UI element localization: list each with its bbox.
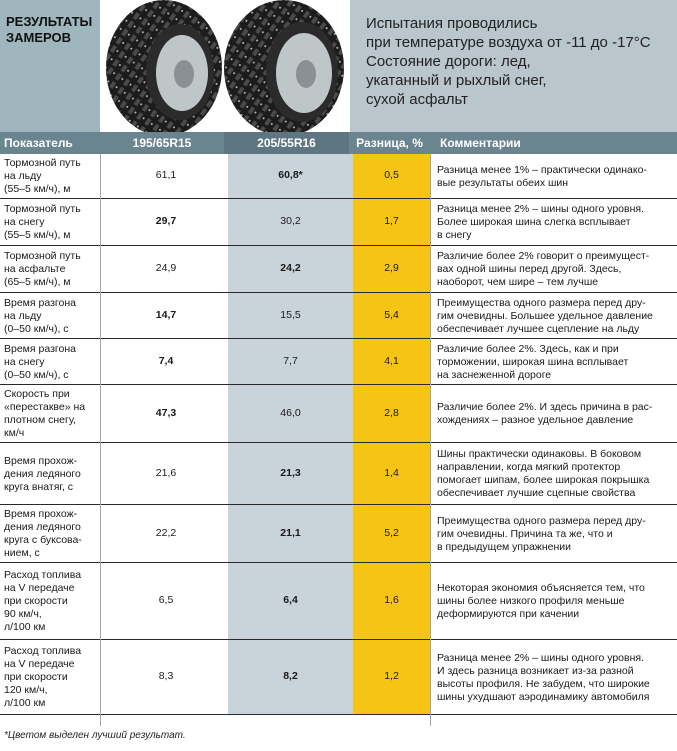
value-diff: 5,4 <box>353 292 430 338</box>
value-diff: 1,4 <box>353 442 430 504</box>
column-divider <box>430 154 431 726</box>
value-tire-b: 46,0 <box>228 384 353 442</box>
value-tire-a: 14,7 <box>104 292 228 338</box>
value-tire-b: 21,3 <box>228 442 353 504</box>
column-header-tire-b: 205/55R16 <box>224 132 349 154</box>
column-header-comments: Комментарии <box>430 132 677 154</box>
table-row <box>0 292 677 338</box>
table-row <box>0 384 677 442</box>
value-diff: 2,9 <box>353 245 430 292</box>
column-header-indicator: Показатель <box>0 132 100 154</box>
footnote: *Цветом выделен лучший результат. <box>4 730 186 741</box>
row-comment: Некоторая экономия объясняется тем, что шины более низкого профиля меньше деформируются при качении <box>434 562 677 639</box>
header-title-panel <box>0 0 100 132</box>
tire-images <box>100 0 350 132</box>
value-tire-a: 7,4 <box>104 338 228 384</box>
value-tire-a: 21,6 <box>104 442 228 504</box>
test-conditions: Испытания проводились при температуре воздуха от -11 до -17°С Состояние дороги: лед, укатанный и рыхлый снег, сухой асфальт <box>366 15 651 108</box>
value-diff: 1,6 <box>353 562 430 639</box>
table-row <box>0 639 677 714</box>
table-row <box>0 562 677 639</box>
value-tire-a: 24,9 <box>104 245 228 292</box>
row-indicator: Тормозной путь на снегу (55–5 км/ч), м <box>0 198 104 245</box>
value-tire-a: 29,7 <box>104 198 228 245</box>
table-row <box>0 338 677 384</box>
value-tire-b: 8,2 <box>228 639 353 714</box>
value-diff: 1,7 <box>353 198 430 245</box>
value-diff: 2,8 <box>353 384 430 442</box>
column-header-tire-a: 195/65R15 <box>100 132 224 154</box>
column-header-diff: Разница, % <box>349 132 430 154</box>
row-indicator: Время разгона на льду (0–50 км/ч), с <box>0 292 104 338</box>
table-row <box>0 504 677 562</box>
results-table-body <box>0 154 677 714</box>
row-indicator: Время разгона на снегу (0–50 км/ч), с <box>0 338 104 384</box>
value-tire-b: 30,2 <box>228 198 353 245</box>
row-comment: Разница менее 2% – шины одного уровня. И здесь разница возникает из-за разной высоты профиля. Не забудем, что широкие шины ухудшают аэродинамику автомобиля <box>434 639 677 714</box>
row-comment: Преимущества одного размера перед дру- гим очевидны. Причина та же, что и в предыдущем упражнении <box>434 504 677 562</box>
header <box>0 0 677 132</box>
table-row <box>0 154 677 198</box>
column-divider <box>100 154 101 726</box>
results-table <box>0 154 677 715</box>
value-diff: 1,2 <box>353 639 430 714</box>
value-tire-b: 15,5 <box>228 292 353 338</box>
value-diff: 0,5 <box>353 154 430 198</box>
value-diff: 4,1 <box>353 338 430 384</box>
table-row <box>0 245 677 292</box>
row-comment: Разница менее 1% – практически одинако- вые результаты обеих шин <box>434 154 677 198</box>
row-comment: Преимущества одного размера перед дру- гим очевидны. Большее удельное давление обеспечивает лучшее сцепление на льду <box>434 292 677 338</box>
table-row <box>0 198 677 245</box>
value-tire-b: 24,2 <box>228 245 353 292</box>
value-tire-b: 6,4 <box>228 562 353 639</box>
tire-195-image <box>98 0 228 136</box>
value-tire-a: 47,3 <box>104 384 228 442</box>
row-comment: Различие более 2% говорит о преимущест- вах одной шины перед другой. Здесь, наоборот, чем шире – тем лучше <box>434 245 677 292</box>
value-tire-a: 6,5 <box>104 562 228 639</box>
value-tire-a: 61,1 <box>104 154 228 198</box>
value-tire-a: 8,3 <box>104 639 228 714</box>
value-tire-b: 21,1 <box>228 504 353 562</box>
row-indicator: Скорость при «перестакве» на плотном снегу, км/ч <box>0 384 104 442</box>
conditions-panel <box>350 0 677 132</box>
tire-205-image <box>218 0 350 136</box>
row-indicator: Расход топлива на V передаче при скорости 90 км/ч, л/100 км <box>0 562 104 639</box>
value-tire-b: 60,8* <box>228 154 353 198</box>
value-tire-b: 7,7 <box>228 338 353 384</box>
table-row <box>0 442 677 504</box>
row-comment: Шины практически одинаковы. В боковом направлении, когда мягкий протектор помогает шипам, более широкая покрышка обеспечивает лучшие сцепные свойства <box>434 442 677 504</box>
row-comment: Различие более 2%. Здесь, как и при торможении, широкая шина всплывает на заснеженной дороге <box>434 338 677 384</box>
row-indicator: Время прохож- дения ледяного круга с буксова- нием, с <box>0 504 104 562</box>
row-indicator: Расход топлива на V передаче при скорости 120 км/ч, л/100 км <box>0 639 104 714</box>
page-title: РЕЗУЛЬТАТЫ ЗАМЕРОВ <box>6 14 93 45</box>
value-diff: 5,2 <box>353 504 430 562</box>
value-tire-a: 22,2 <box>104 504 228 562</box>
row-indicator: Время прохож- дения ледяного круга внатяг, с <box>0 442 104 504</box>
row-indicator: Тормозной путь на асфальте (65–5 км/ч), м <box>0 245 104 292</box>
row-comment: Разница менее 2% – шины одного уровня. Более широкая шина слегка всплывает в снегу <box>434 198 677 245</box>
row-comment: Различие более 2%. И здесь причина в рас- хождениях – разное удельное давление <box>434 384 677 442</box>
row-indicator: Тормозной путь на льду (55–5 км/ч), м <box>0 154 104 198</box>
